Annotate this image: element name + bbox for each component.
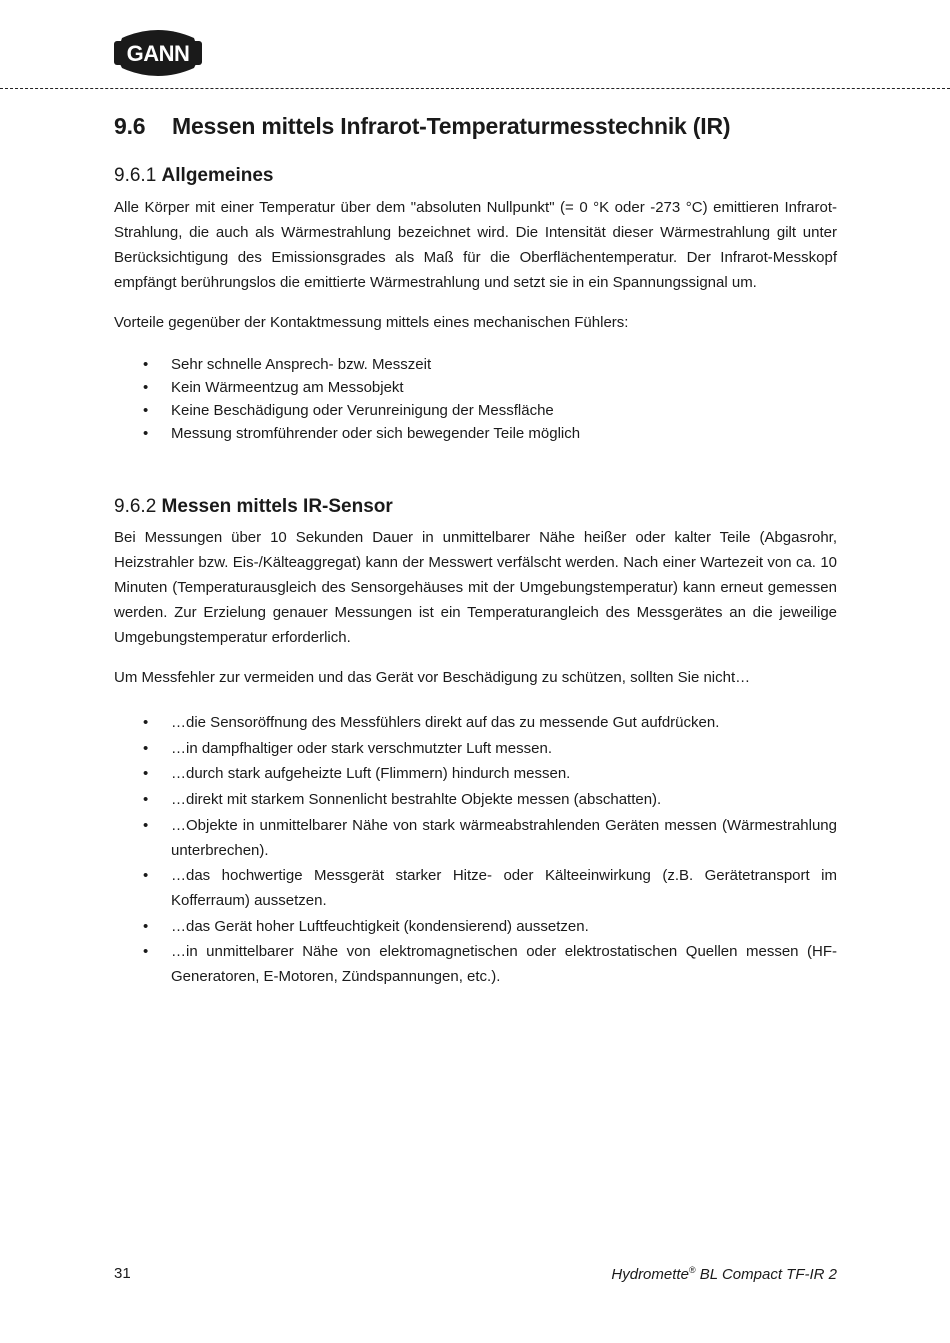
subsection-title: Messen mittels IR-Sensor <box>161 495 393 517</box>
subsection-number: 9.6.2 <box>114 495 157 517</box>
list-item: • …das hochwertige Messgerät starker Hitze- oder Kälteeinwirkung (z.B. Gerätetransport im Kofferraum) aussetzen. <box>114 863 837 913</box>
list-item: • …die Sensoröffnung des Messfühlers direkt auf das zu messende Gut aufdrücken. <box>114 710 837 735</box>
advantages-list <box>114 353 837 445</box>
registered-mark: ® <box>688 1265 696 1275</box>
subsection-heading-ir-sensor <box>114 495 837 520</box>
paragraph: Alle Körper mit einer Temperatur über dem "absoluten Nullpunkt" (= 0 °K oder -273 °C) emittieren Infrarot-Strahlung, die auch als Wärmestrahlung bezeichnet wird. Die Intensität dieser Wärmestrahlung gilt unter Berücksichtigung des Emissionsgrades als Maß für die Oberflächentemperatur. Der Infrarot-Messkopf empfängt berührungslos die emittierte Wärmestrahlung und setzt sie in ein Spannungssignal um. <box>114 198 837 291</box>
list-item: • …in dampfhaltiger oder stark verschmutzter Luft messen. <box>114 736 837 761</box>
svg-text:GANN: GANN <box>126 41 190 66</box>
section-heading <box>114 112 837 142</box>
subsection-heading-allgemeines <box>114 164 837 189</box>
list-item: • Kein Wärmeentzug am Messobjekt <box>114 376 837 399</box>
page-number: 31 <box>114 1265 131 1282</box>
list-item: • …in unmittelbarer Nähe von elektromagnetischen oder elektrostatischen Quellen messen (HF-Generatoren, E-Motoren, Zündspannungen, etc.). <box>114 939 837 989</box>
page-content <box>114 112 837 990</box>
header-divider <box>0 88 950 89</box>
list-item: • …das Gerät hoher Luftfeuchtigkeit (kondensierend) aussetzen. <box>114 914 837 939</box>
bullet-icon: • <box>143 424 149 442</box>
bullet-icon: • <box>143 765 149 783</box>
bullet-icon: • <box>143 714 149 732</box>
paragraph: Bei Messungen über 10 Sekunden Dauer in unmittelbarer Nähe heißer oder kalter Teile (Abgasrohr, Heizstrahler bzw. Eis-/Kälteaggregat) kann der Messwert verfälscht werden. Nach einer Wartezeit von ca. 10 Minuten (Temperaturausgleich des Sensorgehäuses mit der Umgebungstemperatur) kann erneut gemessen werden. Zur Erzielung genauer Messungen ist ein Temperaturangleich des Messgerätes an die jeweilige Umgebungstemperatur erforderlich. <box>114 529 837 647</box>
paragraph: Vorteile gegenüber der Kontaktmessung mittels eines mechanischen Fühlers: <box>114 313 629 331</box>
list-item: • …Objekte in unmittelbarer Nähe von stark wärmeabstrahlenden Geräten messen (Wärmestrahlung unterbrechen). <box>114 813 837 863</box>
subsection-ir-sensor <box>114 495 837 990</box>
bullet-icon: • <box>143 355 149 373</box>
bullet-icon: • <box>143 867 149 885</box>
list-item: • …direkt mit starkem Sonnenlicht bestrahlte Objekte messen (abschatten). <box>114 787 837 812</box>
bullet-icon: • <box>143 401 149 419</box>
product-name: Hydromette® BL Compact TF-IR 2 <box>611 1265 837 1283</box>
bullet-icon: • <box>143 378 149 396</box>
list-item: • Messung stromführender oder sich bewegender Teile möglich <box>114 422 837 445</box>
bullet-icon: • <box>143 739 149 757</box>
bullet-icon: • <box>143 943 149 961</box>
list-item: • …durch stark aufgeheizte Luft (Flimmern) hindurch messen. <box>114 761 837 786</box>
bullet-icon: • <box>143 917 149 935</box>
gann-logo <box>112 24 204 80</box>
precautions-list <box>114 710 837 989</box>
bullet-icon: • <box>143 816 149 834</box>
paragraph: Um Messfehler zur vermeiden und das Gerät vor Beschädigung zu schützen, sollten Sie nicht… <box>114 669 751 687</box>
subsection-number: 9.6.1 <box>114 164 157 186</box>
list-item: • Keine Beschädigung oder Verunreinigung der Messfläche <box>114 399 837 422</box>
subsection-title: Allgemeines <box>161 164 274 186</box>
section-title: Messen mittels Infrarot-Temperaturmesstechnik (IR) <box>172 113 731 139</box>
list-item: • Sehr schnelle Ansprech- bzw. Messzeit <box>114 353 837 376</box>
bullet-icon: • <box>143 791 149 809</box>
section-number: 9.6 <box>114 113 146 139</box>
